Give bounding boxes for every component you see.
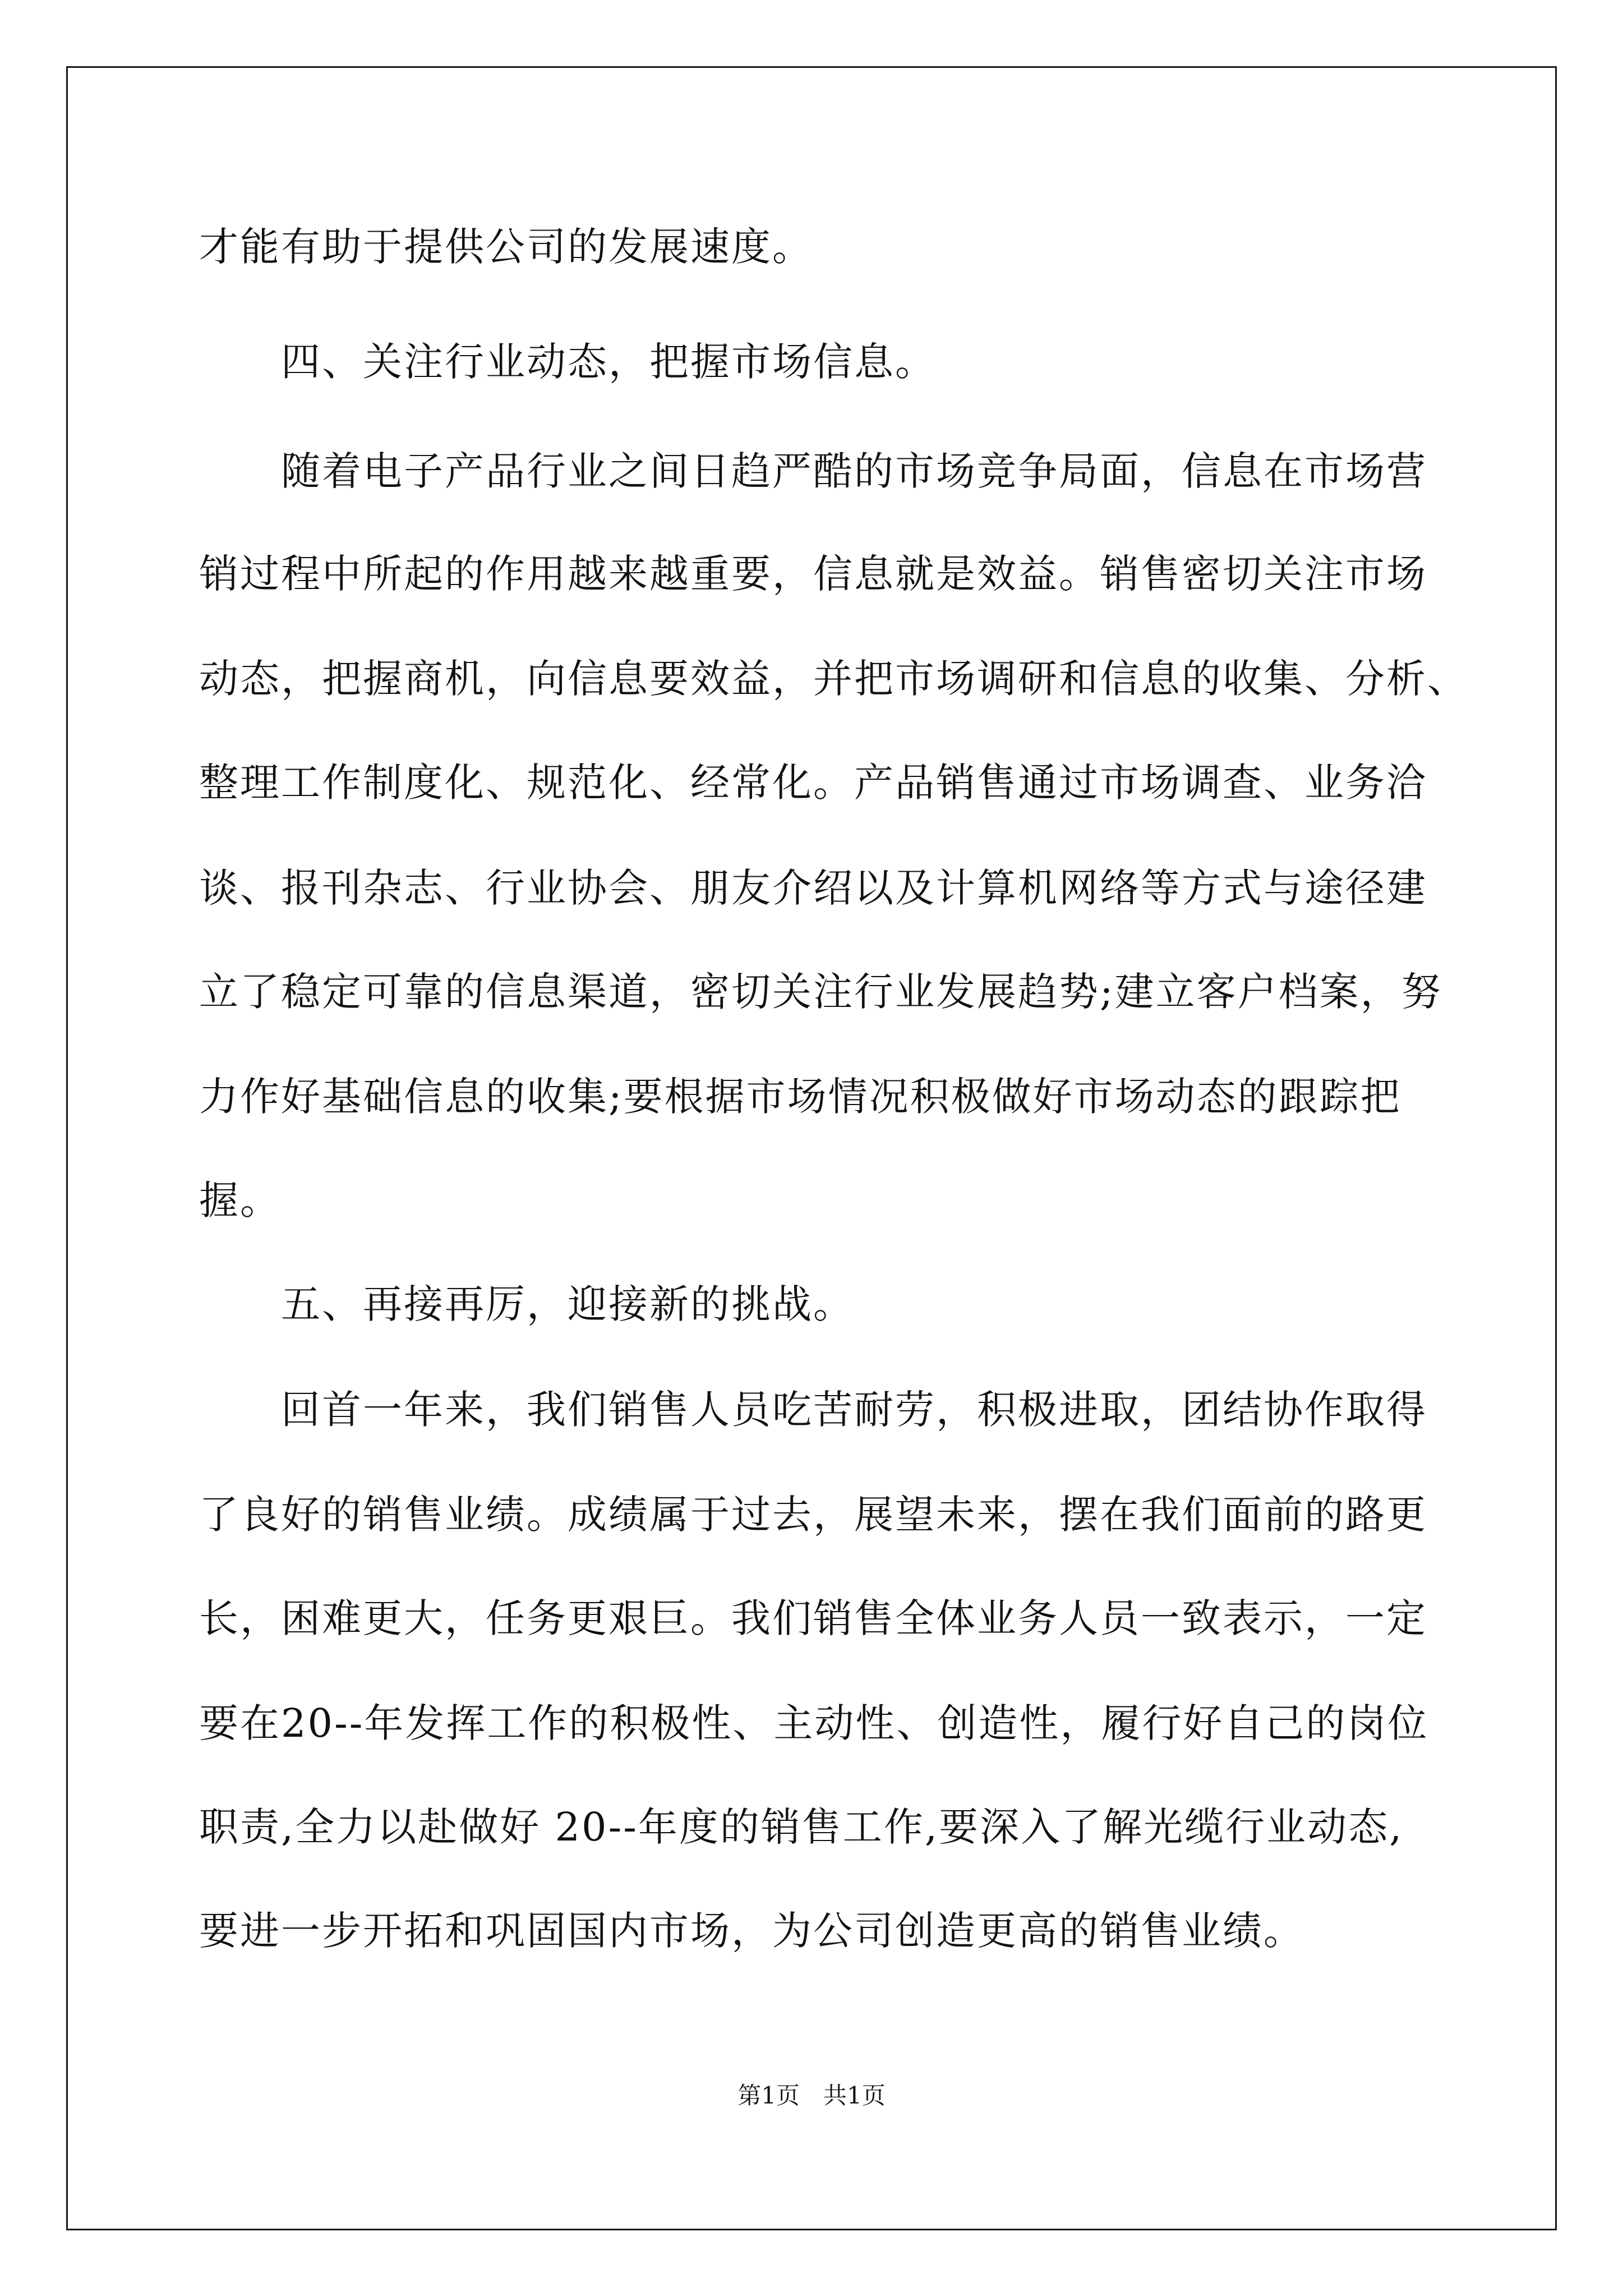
paragraph-line: 销过程中所起的作用越来越重要，信息就是效益。销售密切关注市场 xyxy=(199,551,1427,597)
section-heading: 五、再接再厉，迎接新的挑战。 xyxy=(199,1281,854,1327)
paragraph-line: 整理工作制度化、规范化、经常化。产品销售通过市场调查、业务洽 xyxy=(199,760,1427,806)
paragraph-line: 要在20--年发挥工作的积极性、主动性、创造性，履行好自己的岗位 xyxy=(199,1700,1429,1746)
paragraph-line: 动态，把握商机，向信息要效益，并把市场调研和信息的收集、分析、 xyxy=(199,656,1468,702)
paragraph-line: 才能有助于提供公司的发展速度。 xyxy=(199,224,813,270)
paragraph-line: 随着电子产品行业之间日趋严酷的市场竞争局面，信息在市场营 xyxy=(199,448,1427,494)
page-border xyxy=(66,66,1557,2230)
paragraph-line: 握。 xyxy=(199,1177,281,1223)
paragraph-line: 了良好的销售业绩。成绩属于过去，展望未来，摆在我们面前的路更 xyxy=(199,1492,1427,1538)
paragraph-line: 力作好基础信息的收集;要根据市场情况积极做好市场动态的跟踪把 xyxy=(199,1074,1401,1120)
paragraph-line: 职责,全力以赴做好 20--年度的销售工作,要深入了解光缆行业动态, xyxy=(199,1804,1404,1850)
section-heading: 四、关注行业动态，把握市场信息。 xyxy=(199,339,936,385)
page-number-footer: 第1页 共1页 xyxy=(737,2082,886,2109)
paragraph-line: 长，困难更大，任务更艰巨。我们销售全体业务人员一致表示，一定 xyxy=(199,1595,1427,1641)
paragraph-line: 回首一年来，我们销售人员吃苦耐劳，积极进取，团结协作取得 xyxy=(199,1387,1427,1433)
paragraph-line: 谈、报刊杂志、行业协会、朋友介绍以及计算机网络等方式与途径建 xyxy=(199,865,1427,911)
paragraph-line: 要进一步开拓和巩固国内市场，为公司创造更高的销售业绩。 xyxy=(199,1908,1304,1954)
paragraph-line: 立了稳定可靠的信息渠道，密切关注行业发展趋势;建立客户档案，努 xyxy=(199,969,1442,1015)
